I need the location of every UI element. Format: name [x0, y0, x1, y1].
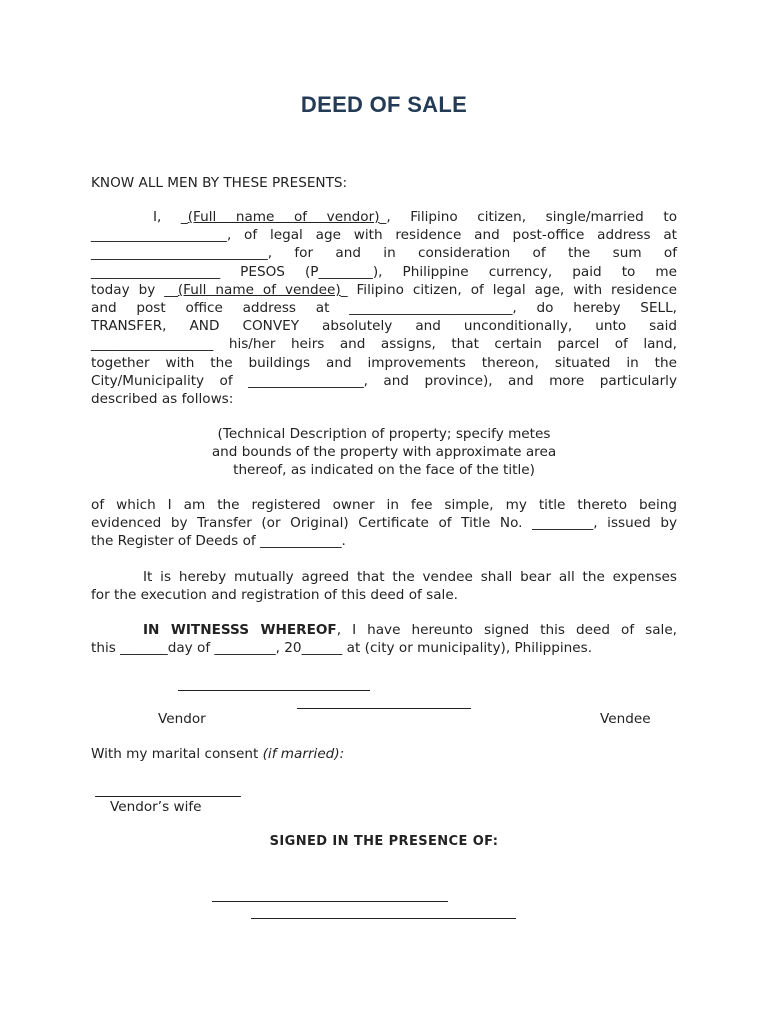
witness-signature-line-2	[251, 918, 516, 919]
paragraph-line: of which I am the registered owner in fee simple, my title thereto being	[91, 497, 677, 513]
consent-italic: (if married):	[262, 746, 345, 762]
paragraph-line: this _______day of _________, 20______ at (city or municipality), Philippines.	[91, 640, 593, 657]
witness-signature-line-1	[212, 901, 448, 902]
paragraph-line: TRANSFER, AND CONVEY absolutely and unconditionally, unto said	[91, 318, 677, 335]
paragraph-line: described as follows:	[91, 391, 234, 408]
paragraph-line: ____________________, of legal age with residence and post-office address at	[91, 227, 677, 244]
presence-heading: SIGNED IN THE PRESENCE OF:	[269, 834, 499, 849]
name-placeholder: (Full name of vendor)	[187, 209, 380, 225]
paragraph-line: __________________ his/her heirs and assigns, that certain parcel of land,	[91, 336, 677, 353]
consent-text: With my marital consent	[91, 746, 263, 762]
paragraph-line	[91, 621, 677, 639]
paragraph-line: __________________________, for and in consideration of the sum of	[91, 245, 677, 262]
paragraph-line: together with the buildings and improvements thereon, situated in the	[91, 354, 677, 371]
paragraph-line: the Register of Deeds of ____________.	[91, 533, 346, 550]
name-placeholder: (Full name of vendee)	[177, 281, 341, 298]
vendee-signature-line	[297, 708, 471, 709]
vendee-label: Vendee	[600, 711, 651, 727]
marital-consent	[91, 746, 344, 762]
paragraph-expenses	[91, 568, 677, 604]
technical-line: (Technical Description of property; specify metes	[217, 426, 551, 442]
document-title: DEED OF SALE	[300, 92, 468, 117]
paragraph-line: and post office address at ________________________, do hereby SELL,	[91, 300, 677, 317]
paragraph-line: evidenced by Transfer (or Original) Certificate of Title No. _________, issued by	[91, 515, 677, 532]
witness-rest: , I have hereunto signed this deed of sale,	[336, 622, 678, 638]
paragraph-line: It is hereby mutually agreed that the vendee shall bear all the expenses	[143, 569, 677, 585]
paragraph-line: today by __(Full name of vendee)_ Filipino citizen, of legal age, with residence	[91, 281, 677, 298]
paragraph-line: I, _(Full name of vendor)_, Filipino citizen, single/married to	[153, 209, 678, 225]
witness-heading: IN WITNESSS WHEREOF	[143, 622, 337, 638]
paragraph-witness	[91, 621, 677, 657]
paragraph-line: ___________________ PESOS (P________), Philippine currency, paid to me	[91, 263, 677, 280]
wife-label: Vendor’s wife	[110, 799, 202, 815]
wife-signature-line	[95, 796, 241, 797]
paragraph-vendor-details	[91, 208, 677, 408]
vendor-label: Vendor	[158, 711, 206, 727]
vendor-signature-line	[178, 690, 370, 691]
technical-description	[91, 425, 677, 480]
paragraph-line: for the execution and registration of this deed of sale.	[91, 587, 459, 604]
paragraph-line: City/Municipality of _________________, and province), and more particularly	[91, 372, 677, 389]
intro-line: KNOW ALL MEN BY THESE PRESENTS:	[91, 175, 348, 191]
technical-line: and bounds of the property with approximate area	[211, 444, 557, 461]
technical-line: thereof, as indicated on the face of the title)	[233, 462, 535, 479]
paragraph-title-evidence	[91, 496, 677, 551]
